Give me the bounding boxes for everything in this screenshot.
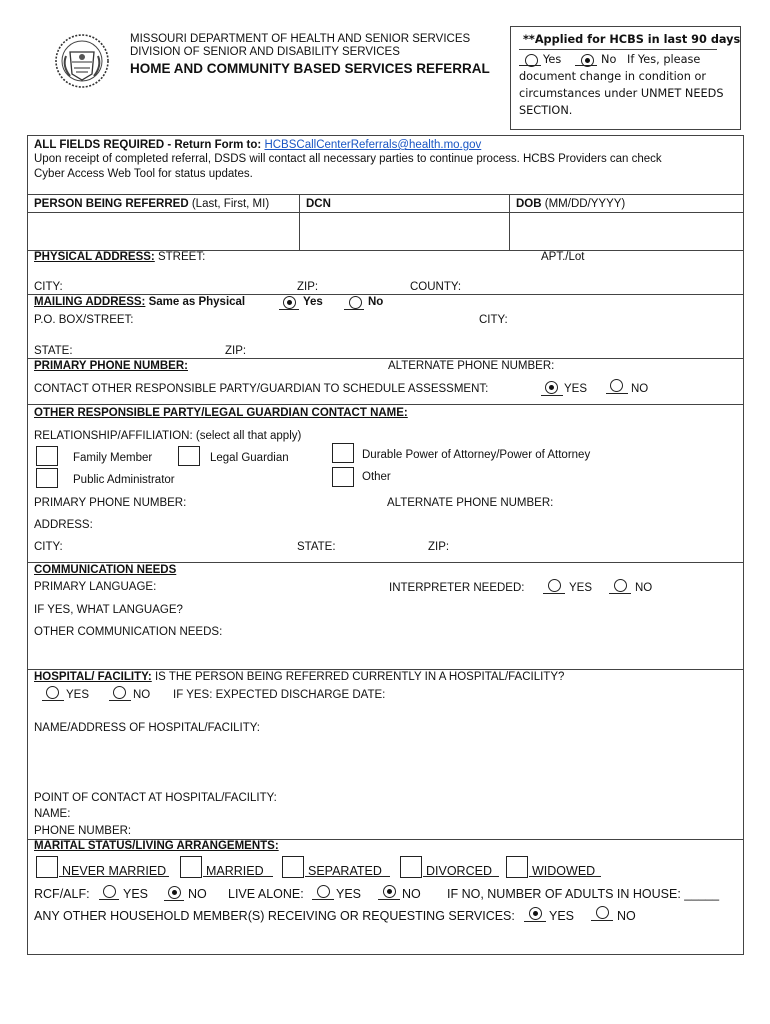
- guardian-contact-label: OTHER RESPONSIBLE PARTY/LEGAL GUARDIAN CONTACT NAME:: [34, 407, 408, 419]
- interpreter-yes-radio[interactable]: [548, 579, 561, 592]
- guardian-state-label: STATE:: [297, 541, 336, 553]
- legal-guardian-checkbox[interactable]: [178, 446, 200, 466]
- person-referred-hint: (Last, First, MI): [191, 198, 270, 210]
- family-member-checkbox[interactable]: [36, 446, 58, 466]
- relationship-label: RELATIONSHIP/AFFILIATION: (select all that apply): [34, 430, 302, 442]
- form-title: HOME AND COMMUNITY BASED SERVICES REFERRAL: [130, 61, 490, 76]
- primary-language-label: PRIMARY LANGUAGE:: [34, 581, 157, 593]
- county-label: COUNTY:: [410, 281, 462, 293]
- division-name: DIVISION OF SENIOR AND DISABILITY SERVICES: [130, 46, 400, 58]
- family-member-label: Family Member: [73, 452, 153, 464]
- rcf-yes-radio[interactable]: [103, 885, 116, 898]
- referral-form: [27, 135, 744, 955]
- interpreter-no-label: NO: [635, 582, 653, 594]
- hcbs-note-line3: circumstances under UNMET NEEDS: [519, 87, 724, 100]
- live-alone-no-radio[interactable]: [383, 885, 396, 898]
- never-married-checkbox[interactable]: [36, 856, 58, 878]
- contact-guardian-question: CONTACT OTHER RESPONSIBLE PARTY/GUARDIAN TO SCHEDULE ASSESSMENT:: [34, 383, 489, 395]
- return-email-link[interactable]: HCBSCallCenterReferrals@health.mo.gov: [264, 139, 482, 151]
- discharge-date-label: IF YES: EXPECTED DISCHARGE DATE:: [173, 689, 386, 701]
- other-label: Other: [362, 471, 391, 483]
- intro-text: Upon receipt of completed referral, DSDS will contact all necessary parties to continue process. HCBS Providers can check: [34, 153, 662, 165]
- alternate-phone-label: ALTERNATE PHONE NUMBER:: [388, 360, 555, 372]
- communication-needs-label: COMMUNICATION NEEDS: [34, 564, 177, 576]
- guardian-zip-label: ZIP:: [428, 541, 450, 553]
- dob-label: DOB: [516, 198, 542, 210]
- adults-in-house-label: IF NO, NUMBER OF ADULTS IN HOUSE: _____: [447, 887, 720, 901]
- mailing-same-yes-radio[interactable]: [283, 296, 296, 309]
- household-no-radio[interactable]: [596, 906, 609, 919]
- hcbs-90-days-box: [510, 26, 741, 130]
- hcbs-yes-label: Yes: [543, 53, 562, 66]
- dob-field[interactable]: [512, 214, 740, 248]
- poa-label: Durable Power of Attorney/Power of Attorney: [362, 449, 591, 461]
- mailing-no-label: No: [368, 296, 384, 308]
- public-admin-label: Public Administrator: [73, 474, 175, 486]
- household-no-label: NO: [617, 909, 636, 923]
- other-checkbox[interactable]: [332, 467, 354, 487]
- married-checkbox[interactable]: [180, 856, 202, 878]
- what-language-label: IF YES, WHAT LANGUAGE?: [34, 604, 183, 616]
- physical-zip-label: ZIP:: [297, 281, 319, 293]
- married-label: MARRIED: [206, 864, 264, 878]
- hcbs-note-line2: document change in condition or: [519, 70, 707, 83]
- agency-name: MISSOURI DEPARTMENT OF HEALTH AND SENIOR SERVICES: [130, 33, 471, 45]
- mailing-yes-label: Yes: [303, 296, 323, 308]
- contact-guardian-no-label: NO: [631, 383, 649, 395]
- state-seal-logo: [54, 32, 110, 90]
- intro-text-2: Cyber Access Web Tool for status updates.: [34, 168, 253, 180]
- contact-guardian-yes-radio[interactable]: [545, 381, 558, 394]
- live-alone-yes-radio[interactable]: [317, 885, 330, 898]
- interpreter-yes-label: YES: [569, 582, 593, 594]
- household-yes-radio[interactable]: [529, 907, 542, 920]
- primary-phone-label: PRIMARY PHONE NUMBER:: [34, 360, 188, 372]
- household-yes-label: YES: [549, 909, 575, 923]
- mailing-address-label: MAILING ADDRESS:: [34, 296, 146, 308]
- divorced-checkbox[interactable]: [400, 856, 422, 878]
- hcbs-note: If Yes, please: [627, 53, 701, 66]
- hospital-yes-radio[interactable]: [46, 686, 59, 699]
- poa-checkbox[interactable]: [332, 443, 354, 463]
- contact-guardian-no-radio[interactable]: [610, 379, 623, 392]
- hospital-yes-label: YES: [66, 689, 90, 701]
- hcbs-box-title: **Applied for HCBS in last 90 days: [523, 33, 741, 46]
- public-admin-checkbox[interactable]: [36, 468, 58, 488]
- pobox-label: P.O. BOX/STREET:: [34, 314, 134, 326]
- interpreter-needed-label: INTERPRETER NEEDED:: [389, 582, 525, 594]
- rcf-no-radio[interactable]: [168, 886, 181, 899]
- point-of-contact-label: POINT OF CONTACT AT HOSPITAL/FACILITY:: [34, 792, 277, 804]
- other-communication-label: OTHER COMMUNICATION NEEDS:: [34, 626, 223, 638]
- guardian-primary-phone-label: PRIMARY PHONE NUMBER:: [34, 497, 187, 509]
- hospital-name-address-label: NAME/ADDRESS OF HOSPITAL/FACILITY:: [34, 722, 261, 734]
- guardian-alternate-phone-label: ALTERNATE PHONE NUMBER:: [387, 497, 554, 509]
- physical-city-label: CITY:: [34, 281, 63, 293]
- marital-status-label: MARITAL STATUS/LIVING ARRANGEMENTS:: [34, 840, 279, 852]
- guardian-city-label: CITY:: [34, 541, 63, 553]
- rcf-yes-label: YES: [123, 887, 149, 901]
- mailing-city-label: CITY:: [479, 314, 508, 326]
- contact-name-label: NAME:: [34, 808, 71, 820]
- hospital-no-label: NO: [133, 689, 151, 701]
- contact-guardian-yes-label: YES: [564, 383, 588, 395]
- separated-checkbox[interactable]: [282, 856, 304, 878]
- guardian-address-label: ADDRESS:: [34, 519, 93, 531]
- interpreter-no-radio[interactable]: [614, 579, 627, 592]
- hcbs-no-label: No: [601, 53, 617, 66]
- hospital-question: IS THE PERSON BEING REFERRED CURRENTLY IN A HOSPITAL/FACILITY?: [154, 671, 565, 683]
- mailing-state-label: STATE:: [34, 345, 73, 357]
- contact-phone-label: PHONE NUMBER:: [34, 825, 132, 837]
- required-notice: ALL FIELDS REQUIRED - Return Form to:: [34, 139, 262, 151]
- street-label: STREET:: [157, 251, 206, 263]
- legal-guardian-label: Legal Guardian: [210, 452, 289, 464]
- widowed-checkbox[interactable]: [506, 856, 528, 878]
- divorced-label: DIVORCED: [426, 864, 492, 878]
- never-married-label: NEVER MARRIED: [62, 864, 167, 878]
- household-services-question: ANY OTHER HOUSEHOLD MEMBER(S) RECEIVING OR REQUESTING SERVICES:: [34, 909, 515, 923]
- dcn-label: DCN: [306, 198, 331, 210]
- physical-address-label: PHYSICAL ADDRESS:: [34, 251, 155, 263]
- rcf-alf-label: RCF/ALF:: [34, 887, 90, 901]
- dcn-field[interactable]: [302, 214, 506, 248]
- live-alone-label: LIVE ALONE:: [228, 887, 304, 901]
- hospital-facility-label: HOSPITAL/ FACILITY:: [34, 671, 152, 683]
- hospital-no-radio[interactable]: [113, 686, 126, 699]
- person-name-field[interactable]: [30, 214, 296, 248]
- same-as-physical-label: Same as Physical: [148, 296, 246, 308]
- separated-label: SEPARATED: [308, 864, 382, 878]
- live-alone-yes-label: YES: [336, 887, 362, 901]
- apt-label: APT./Lot: [541, 251, 585, 263]
- hcbs-note-line4: SECTION.: [519, 104, 573, 117]
- dob-hint: (MM/DD/YYYY): [544, 198, 626, 210]
- mailing-zip-label: ZIP:: [225, 345, 247, 357]
- rcf-no-label: NO: [188, 887, 207, 901]
- person-referred-label: PERSON BEING REFERRED: [34, 198, 189, 210]
- widowed-label: WIDOWED: [532, 864, 596, 878]
- mailing-same-no-radio[interactable]: [349, 296, 362, 309]
- live-alone-no-label: NO: [402, 887, 421, 901]
